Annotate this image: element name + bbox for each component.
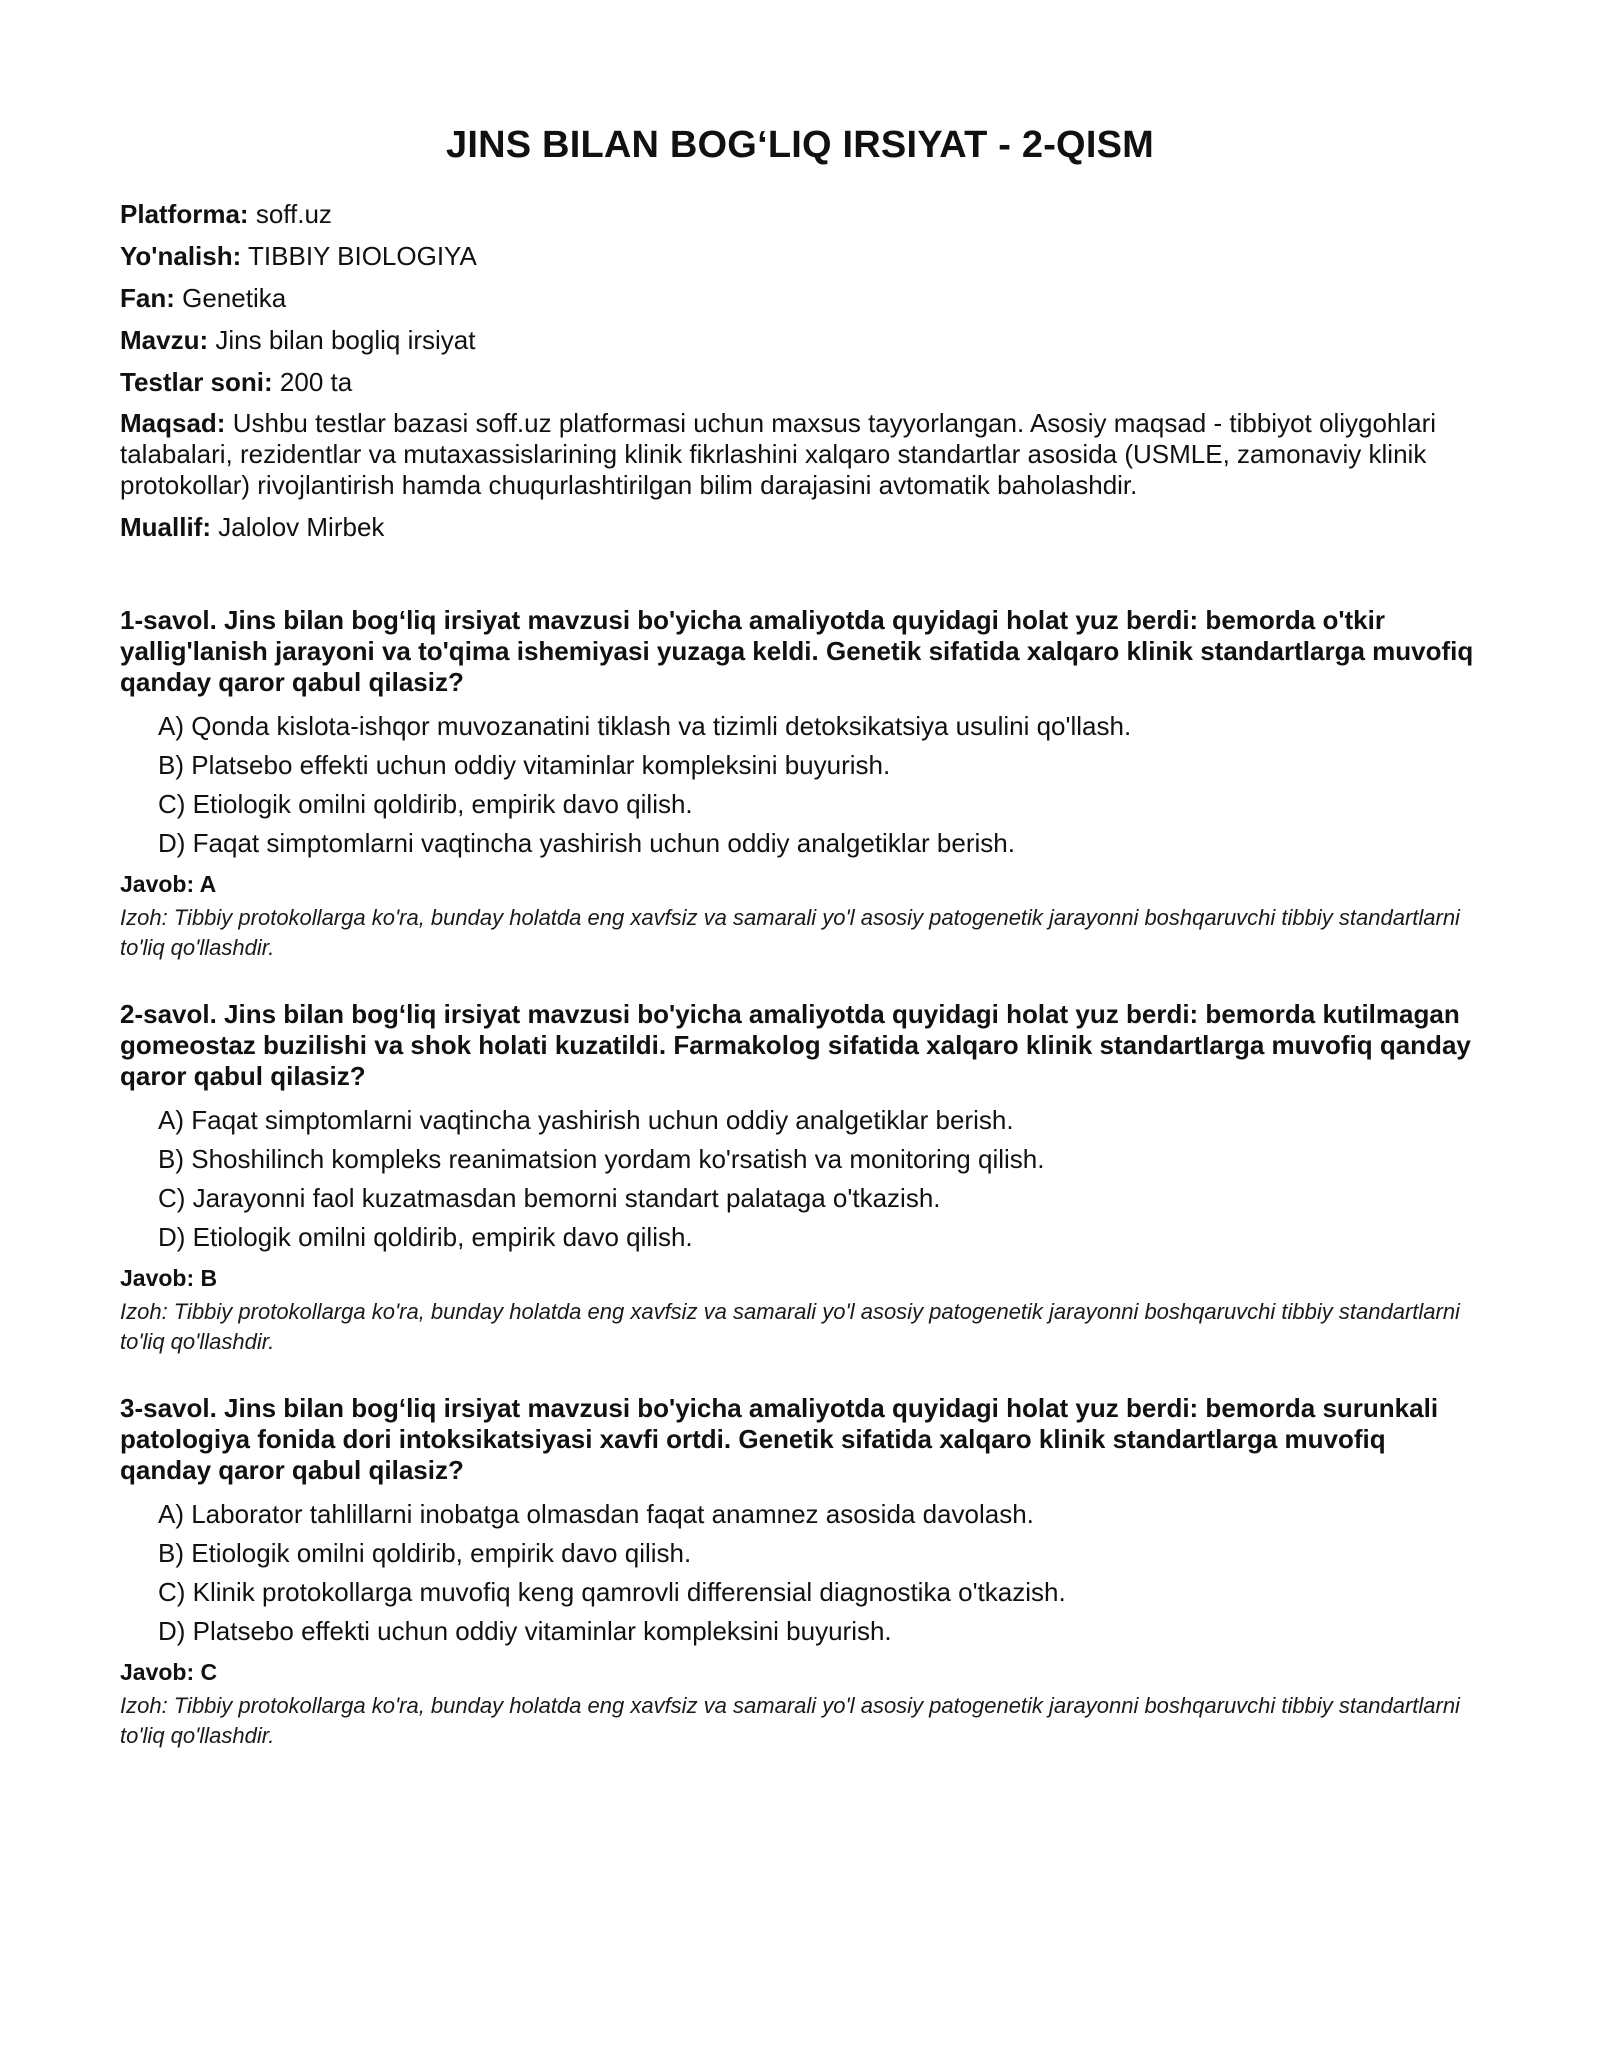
explanation-note: Izoh: Tibbiy protokollarga ko'ra, bunday holatda eng xavfsiz va samarali yo'l asosiy patogenetik jarayonni boshqaruvchi tibbiy standartlarni to'liq qo'llashdir. xyxy=(120,1299,1460,1354)
option-a[interactable]: A) Qonda kislota-ishqor muvozanatini tiklash va tizimli detoksikatsiya usulini qo'llash. xyxy=(158,711,1132,741)
meta-author xyxy=(120,511,1480,543)
meta-value: Jalolov Mirbek xyxy=(218,512,385,542)
meta-goal xyxy=(120,408,1480,501)
meta-value: soff.uz xyxy=(255,199,332,229)
meta-label: Yo'nalish: xyxy=(120,241,242,271)
meta-value: Ushbu testlar bazasi soff.uz platformasi uchun maxsus tayyorlangan. Asosiy maqsad - tibbiyot oliygohlari talabalari, rezidentlar va mutaxassislarining klinik fikrlashini xalqaro standartlar asosida (USMLE, zamonaviy klinik protokollar) rivojlantirish hamda chuqurlashtirilgan bilim darajasini avtomatik baholashdir. xyxy=(120,408,1437,500)
meta-subject xyxy=(120,282,1480,314)
meta-test-count xyxy=(120,366,1480,398)
meta-label: Maqsad: xyxy=(120,408,226,438)
option-d[interactable]: D) Etiologik omilni qoldirib, empirik davo qilish. xyxy=(158,1222,693,1252)
option-d[interactable]: D) Faqat simptomlarni vaqtincha yashirish uchun oddiy analgetiklar berish. xyxy=(158,828,1015,858)
meta-label: Mavzu: xyxy=(120,325,209,355)
meta-value: TIBBIY BIOLOGIYA xyxy=(248,241,477,271)
option-c[interactable]: C) Etiologik omilni qoldirib, empirik davo qilish. xyxy=(158,789,693,819)
option-d[interactable]: D) Platsebo effekti uchun oddiy vitaminlar kompleksini buyurish. xyxy=(158,1616,892,1646)
option-b[interactable]: B) Platsebo effekti uchun oddiy vitaminlar kompleksini buyurish. xyxy=(158,750,891,780)
question-list xyxy=(120,605,1480,1751)
question-text: 2-savol. Jins bilan bog‘liq irsiyat mavzusi bo'yicha amaliyotda quyidagi holat yuz berdi: bemorda kutilmagan gomeostaz buzilishi va shok holati kuzatildi. Farmakolog sifatida xalqaro klinik standartlarga muvofiq qanday qaror qabul qilasiz? xyxy=(120,999,1471,1091)
answer-options xyxy=(120,1498,1480,1647)
option-b[interactable]: B) Etiologik omilni qoldirib, empirik davo qilish. xyxy=(158,1538,692,1568)
correct-answer: Javob: C xyxy=(120,1659,218,1685)
meta-value: Jins bilan bogliq irsiyat xyxy=(215,325,476,355)
correct-answer: Javob: B xyxy=(120,1265,218,1291)
meta-label: Platforma: xyxy=(120,199,249,229)
answer-options xyxy=(120,1104,1480,1253)
option-c[interactable]: C) Jarayonni faol kuzatmasdan bemorni standart palataga o'tkazish. xyxy=(158,1183,941,1213)
meta-label: Muallif: xyxy=(120,512,211,542)
option-a[interactable]: A) Faqat simptomlarni vaqtincha yashirish uchun oddiy analgetiklar berish. xyxy=(158,1105,1014,1135)
document-title: JINS BILAN BOG‘LIQ IRSIYAT - 2-QISM xyxy=(446,124,1154,166)
question-3 xyxy=(120,1393,1480,1751)
document-metadata xyxy=(120,198,1480,543)
question-1 xyxy=(120,605,1480,963)
meta-value: Genetika xyxy=(182,283,287,313)
explanation-note: Izoh: Tibbiy protokollarga ko'ra, bunday holatda eng xavfsiz va samarali yo'l asosiy patogenetik jarayonni boshqaruvchi tibbiy standartlarni to'liq qo'llashdir. xyxy=(120,1693,1460,1748)
answer-options xyxy=(120,710,1480,859)
option-a[interactable]: A) Laborator tahlillarni inobatga olmasdan faqat anamnez asosida davolash. xyxy=(158,1499,1034,1529)
meta-label: Testlar soni: xyxy=(120,367,273,397)
option-b[interactable]: B) Shoshilinch kompleks reanimatsion yordam ko'rsatish va monitoring qilish. xyxy=(158,1144,1045,1174)
meta-value: 200 ta xyxy=(279,367,353,397)
document-page xyxy=(120,120,1480,1787)
question-text: 1-savol. Jins bilan bog‘liq irsiyat mavzusi bo'yicha amaliyotda quyidagi holat yuz berdi: bemorda o'tkir yallig'lanish jarayoni va to'qima ishemiyasi yuzaga keldi. Genetik sifatida xalqaro klinik standartlarga muvofiq qanday qaror qabul qilasiz? xyxy=(120,605,1474,697)
meta-direction xyxy=(120,240,1480,272)
meta-label: Fan: xyxy=(120,283,175,313)
meta-platform xyxy=(120,198,1480,230)
question-text: 3-savol. Jins bilan bog‘liq irsiyat mavzusi bo'yicha amaliyotda quyidagi holat yuz berdi: bemorda surunkali patologiya fonida dori intoksikatsiyasi xavfi ortdi. Genetik sifatida xalqaro klinik standartlarga muvofiq qanday qaror qabul qilasiz? xyxy=(120,1393,1439,1485)
question-2 xyxy=(120,999,1480,1357)
option-c[interactable]: C) Klinik protokollarga muvofiq keng qamrovli differensial diagnostika o'tkazish. xyxy=(158,1577,1066,1607)
explanation-note: Izoh: Tibbiy protokollarga ko'ra, bunday holatda eng xavfsiz va samarali yo'l asosiy patogenetik jarayonni boshqaruvchi tibbiy standartlarni to'liq qo'llashdir. xyxy=(120,905,1460,960)
correct-answer: Javob: A xyxy=(120,871,217,897)
meta-topic xyxy=(120,324,1480,356)
